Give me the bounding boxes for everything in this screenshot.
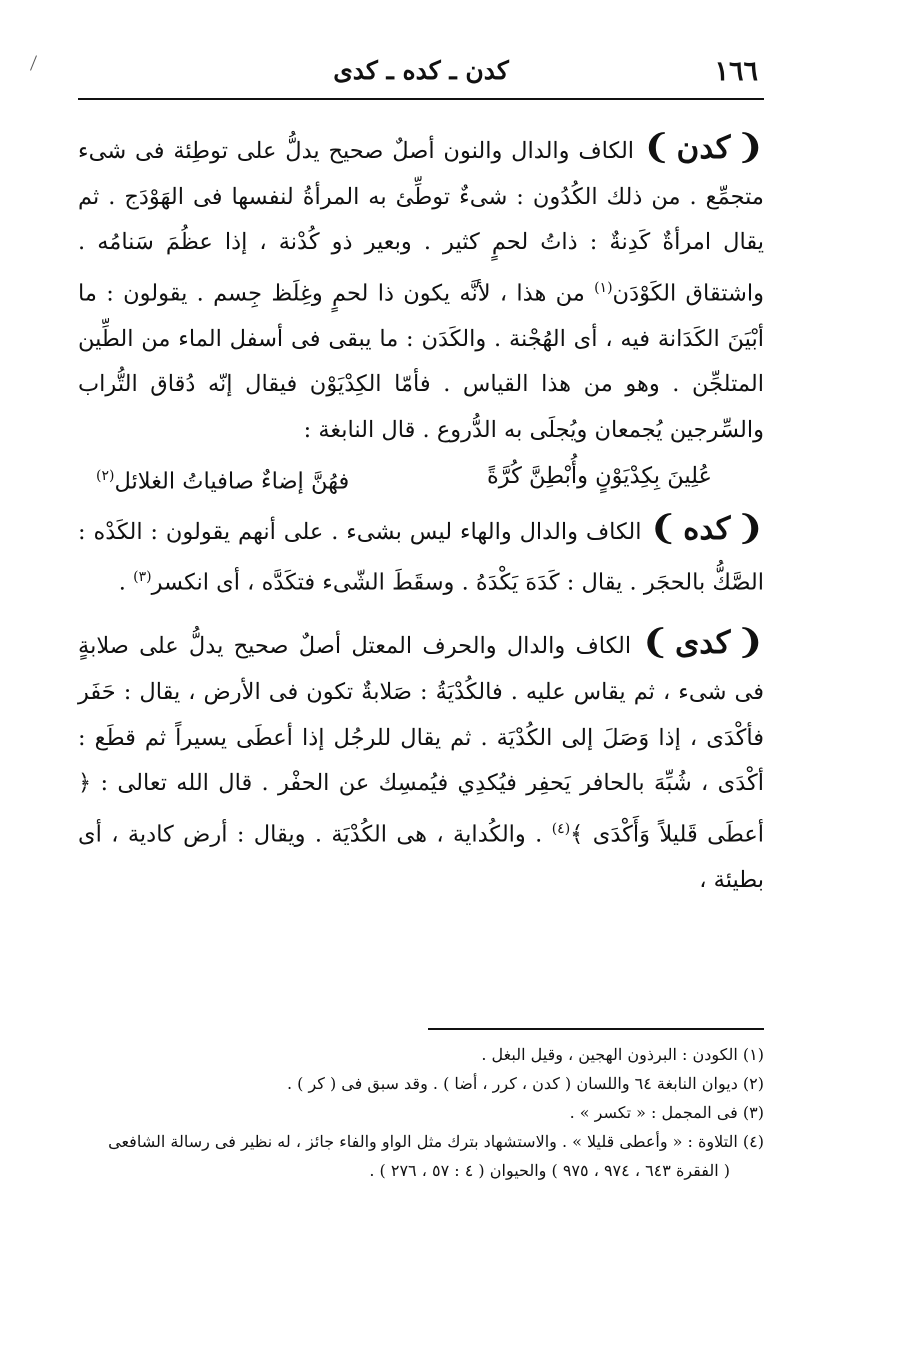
headword-kdy: كدى <box>675 625 731 662</box>
open-bracket: ❨ <box>736 507 765 547</box>
entry-kdy <box>78 619 764 903</box>
main-text <box>78 124 764 904</box>
entry-kdn <box>78 124 764 454</box>
footnote-4-continued: ( الفقرة ٦٤٣ ، ٩٧٤ ، ٩٧٥ ) والحيوان ( ٤ : ٥٧ ، ٢٧٦ ) . <box>369 1161 730 1180</box>
close-bracket: ❩ <box>649 507 678 547</box>
footnote-1: (١) الكودن : البرذون الهجين ، وقيل البغل . <box>481 1045 764 1064</box>
open-bracket: ❨ <box>736 127 764 166</box>
footnote-4: (٤) التلاوة : « وأعطى قليلا » . والاستشهاد بترك مثل الواو والفاء جائز ، له نظير فى رسالة الشافعى <box>108 1132 764 1151</box>
entry-text-end: . والكُداية ، هى الكُدْيَة . ويقال : أرض كادية ، أى بطيئة ، <box>78 821 764 893</box>
open-bracket: ❨ <box>736 622 764 662</box>
entry-text-continued: من هذا ، لأنَّه يكون ذا لحمٍ وغِلَظ جِسم . يقولون : ما أبْيَنَ الكَدَانة فيه ، أى الهُجْنة . والكَدَن : ما يبقى فى أسفل الماء من الطِّين المتلجِّن . وهو من هذا القياس . فأمّا الكِدْيَوْن فيقال إنّه دُقاق التُّراب والسِّرجين يُجمعان ويُجلَى به الدُّروع . قال النابغة : <box>78 280 764 444</box>
poem-verse <box>96 454 712 505</box>
footnote-ref-2: (٢) <box>96 467 115 484</box>
entry-kdh: ❨كده❩ الكاف والدال والهاء ليس بشىء . على أنهم يقولون : الكَدْه : الصَّكُّ بالحجَر . يقال : كَدَهَ يَكْدَهُ . وسقَطَ الشّىء فتكَدَّه ، أى انكسر$^{(٣)}$ . <box>78 507 765 596</box>
entry-text: الكاف والدال والنون أصلٌ صحيح يدلُّ على توطِئة فى شىء متجمِّع . من ذلك الكُدُون : شىءٌ توطِّئ به المرأةُ لنفسها فى الهَوْدَج . ثم يقال امرأةٌ كَدِنةٌ : ذاتُ لحمٍ كثير . وبعير ذو كُدْنة ، إذا عظُمَ سَنامُه . واشتقاق الكَوْدَن <box>78 138 764 307</box>
headword-kdh: كده <box>683 510 731 547</box>
footnote-ref-1: (١) <box>594 279 613 296</box>
footnote-ref-4: (٤) <box>551 820 571 837</box>
footnote-3: (٣) فى المجمل : « تكسر » . <box>569 1103 764 1122</box>
running-head: كدن ـ كده ـ كدى <box>333 56 509 85</box>
poem-hemistich-first: عُلِينَ بِكِدْيَوْنٍ وأُبْطِنَّ كُرَّةً <box>486 462 712 489</box>
entry-text: الكاف والدال والحرف المعتل أصلٌ صحيح يدلُّ على صلابةٍ فى شىء ، ثم يقاس عليه . فالكُدْيَةُ : صَلابةٌ تكون فى الأرض ، يقال : حَفَر فأكْدَى ، إذا وَصَلَ إلى الكُدْيَة . ثم يقال للرجُل إذا أعطَى يسيراً ثم قطَع : أكْدَى ، شُبِّهَ بالحافر يَحفِر فيُكدِي فيُمسِك عن الحفْر . قال الله تعالى : ﴿ أعطَى قَليلاً وَأَكْدَى ﴾ <box>78 633 764 848</box>
footnote-ref-3: (٣) <box>133 569 152 586</box>
margin-mark <box>30 55 37 70</box>
page-header <box>78 52 764 100</box>
close-bracket: ❩ <box>641 622 670 662</box>
entry-text: الكاف والدال والهاء ليس بشىء . على أنهم يقولون : الكَدْه : الصَّكُّ بالحجَر . يقال : كَدَهَ يَكْدَهُ . وسقَطَ الشّىء فتكَدَّه ، أى انكسر <box>78 518 764 596</box>
page-number: ١٦٦ <box>714 56 758 87</box>
close-bracket: ❩ <box>642 127 671 166</box>
headword-kdn: كدن <box>676 130 731 166</box>
footnote-2: (٢) ديوان النابغة ٦٤ واللسان ( كدن ، كرر ، أضا ) . وقد سبق فى ( كر ) . <box>286 1074 764 1093</box>
footnote-divider <box>428 1028 764 1030</box>
footnotes <box>78 1040 764 1185</box>
poem-hemistich-second: فهُنَّ إضاءٌ صافياتُ الغلائل <box>114 468 350 495</box>
